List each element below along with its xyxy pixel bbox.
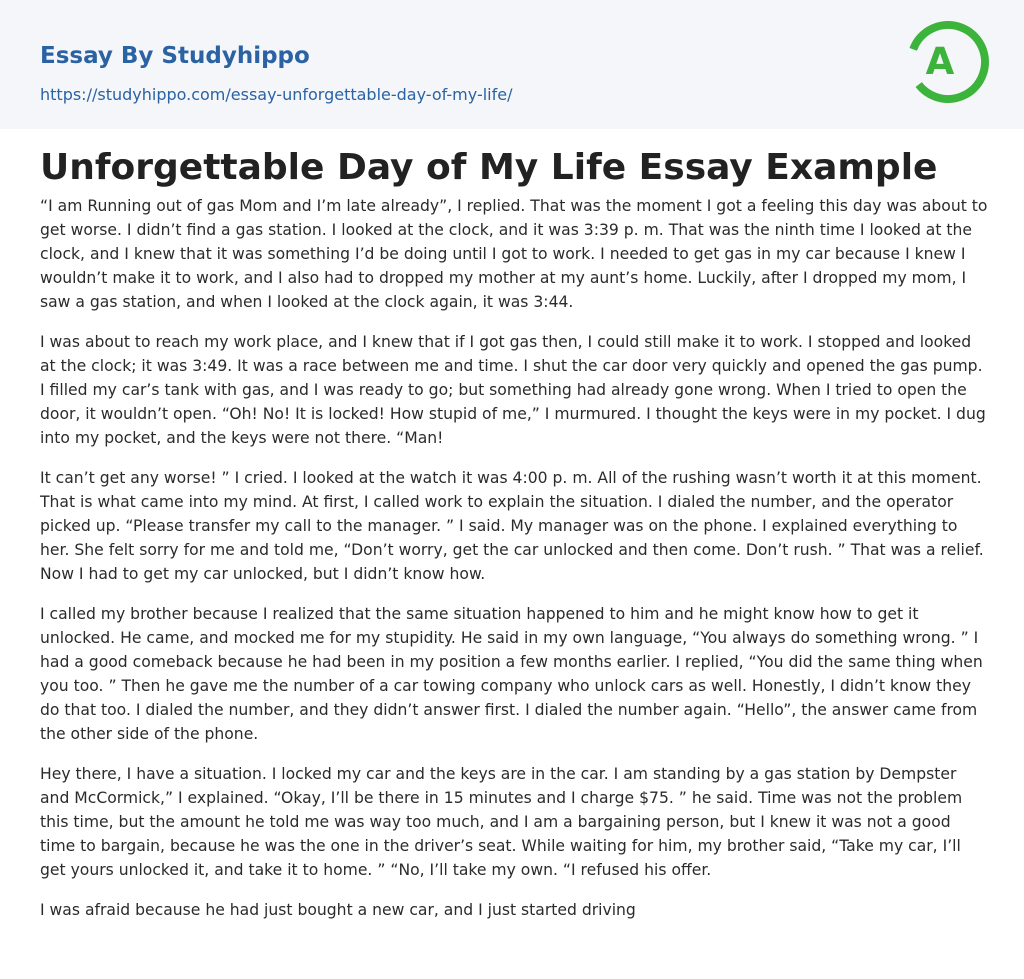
essay-paragraph: Hey there, I have a situation. I locked my car and the keys are in the car. I am standing by a gas station by Dempster and McCormick,” I explained. “Okay, I’ll be there in 15 minutes and I charge $75. ” he said. Time was not the problem this time, but the amount he told me was way too much, and I am a bargaining person, but I knew it was not a good time to bargain, because he was the one in the driver’s seat. While waiting for him, my brother said, “Take my car, I’ll get yours unlocked it, and take it to home. ” “No, I’ll take my own. “I refused his offer.: [40, 765, 963, 879]
essay-paragraph: “I am Running out of gas Mom and I’m late already”, I replied. That was the moment I got a feeling this day was about to get worse. I didn’t find a gas station. I looked at the clock, and it was 3:39 p. m. That was the ninth time I looked at the clock, and I knew that it was something I’d be doing until I got to work. I needed to get gas in my car because I knew I wouldn’t make it to work, and I also had to dropped my mother at my aunt’s home. Luckily, after I dropped my mom, I saw a gas station, and when I looked at the clock again, it was 3:44.: [40, 197, 988, 311]
logo-letter: A: [925, 40, 955, 83]
logo-ring-icon: [904, 18, 992, 106]
site-header: [0, 0, 1024, 129]
essay-paragraph: I was about to reach my work place, and I knew that if I got gas then, I could still make it to work. I stopped and looked at the clock; it was 3:49. It was a race between me and time. I shut the car door very quickly and opened the gas pump. I filled my car’s tank with gas, and I was ready to go; but something had already gone wrong. When I tried to open the door, it wouldn’t open. “Oh! No! It is locked! How stupid of me,” I murmured. I thought the keys were in my pocket. I dug into my pocket, and the keys were not there. “Man!: [40, 333, 986, 447]
page-title: Unforgettable Day of My Life Essay Example: [40, 147, 938, 188]
studyhippo-logo[interactable]: [904, 18, 992, 106]
site-name[interactable]: Essay By Studyhippo: [40, 43, 310, 69]
essay-paragraph: It can’t get any worse! ” I cried. I looked at the watch it was 4:00 p. m. All of the rushing wasn’t worth it at this moment. That is what came into my mind. At first, I called work to explain the situation. I dialed the number, and the operator picked up. “Please transfer my call to the manager. ” I said. My manager was on the phone. I explained everything to her. She felt sorry for me and told me, “Don’t worry, get the car unlocked and then come. Don’t rush. ” That was a relief. Now I had to get my car unlocked, but I didn’t know how.: [40, 469, 984, 583]
page-url-link[interactable]: https://studyhippo.com/essay-unforgettable-day-of-my-life/: [40, 85, 513, 104]
essay-paragraph: I was afraid because he had just bought a new car, and I just started driving: [40, 901, 636, 919]
essay-body: [40, 194, 988, 938]
essay-paragraph: I called my brother because I realized that the same situation happened to him and he might know how to get it unlocked. He came, and mocked me for my stupidity. He said in my own language, “You always do something wrong. ” I had a good comeback because he had been in my position a few months earlier. I replied, “You did the same thing when you too. ” Then he gave me the number of a car towing company who unlock cars as well. Honestly, I didn’t know they do that too. I dialed the number, and they didn’t answer first. I dialed the number again. “Hello”, the answer came from the other side of the phone.: [40, 605, 983, 743]
